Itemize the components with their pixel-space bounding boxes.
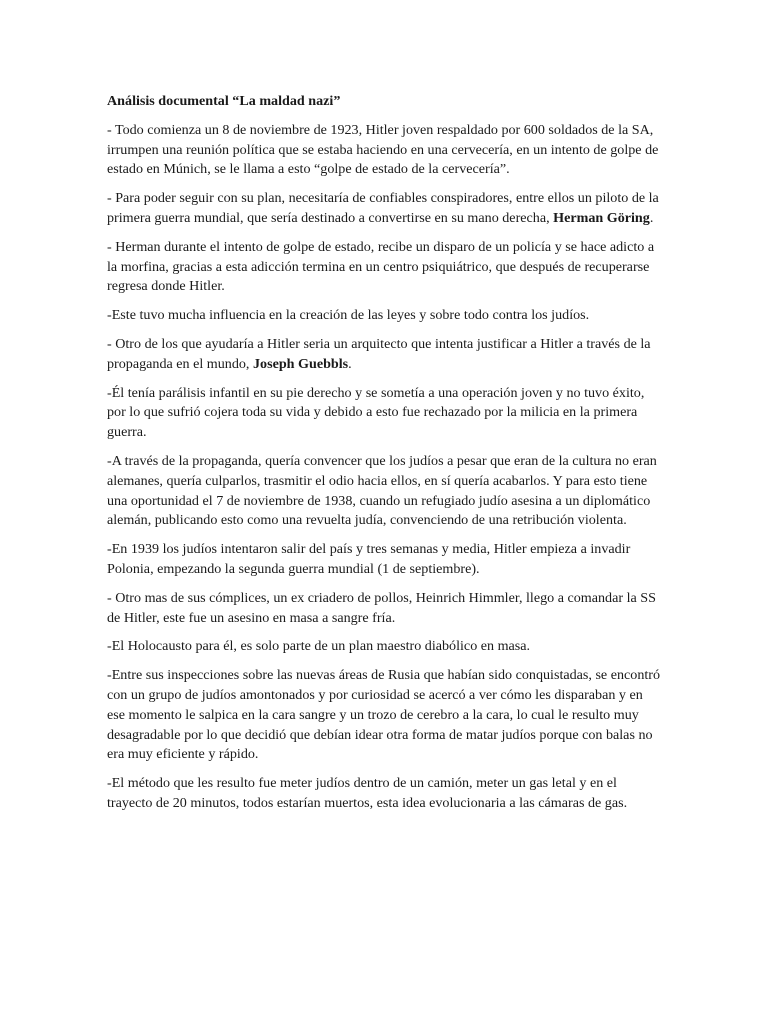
paragraph-10 (107, 637, 663, 657)
paragraph-text: - Otro mas de sus cómplices, un ex criadero de pollos, Heinrich Himmler, llego a comandar la SS de Hitler, este fue un asesino en masa a sangre fría. (107, 589, 656, 626)
paragraph-text: -Este tuvo mucha influencia en la creación de las leyes y sobre todo contra los judíos. (107, 307, 590, 324)
paragraph-text: - Para poder seguir con su plan, necesitaría de confiables conspiradores, entre ellos un piloto de la primera guerra mundial, que sería destinado a convertirse en su mano derecha, (107, 190, 659, 226)
paragraph-text: - Todo comienza un 8 de noviembre de 1923, Hitler joven respaldado por 600 soldados de la SA, irrumpen una reunión política que se estaba haciendo en una cervecería, en un intento de golpe de estado en Múnich, se le llama a esto “golpe de estado de la cervecería”. (107, 121, 659, 178)
paragraph-4 (107, 306, 663, 326)
paragraph-2 (107, 189, 663, 229)
paragraph-1 (107, 121, 663, 180)
paragraph-9 (107, 589, 663, 629)
document-title: Análisis documental “La maldad nazi” (107, 93, 341, 109)
paragraph-12 (107, 774, 663, 814)
paragraph-text: -Entre sus inspecciones sobre las nuevas áreas de Rusia que habían sido conquistadas, se encontró con un grupo de judíos amontonados y por curiosidad se acercó a ver cómo les disparaban y en ese momento le salpica en la cara sangre y un trozo de cerebro a la cara, lo cual le resulto muy desagradable por lo que decidió que debían idear otra forma de matar judíos porque con balas no era muy eficiente y rápido. (107, 667, 661, 763)
bold-name-guebbls: Joseph Guebbls (252, 355, 349, 372)
paragraph-tail: . (649, 209, 654, 226)
paragraph-5 (107, 335, 663, 375)
paragraph-text: - Otro de los que ayudaría a Hitler seria un arquitecto que intenta justificar a Hitler a través de la propaganda en el mundo, (107, 335, 651, 372)
paragraph-text: -El método que les resulto fue meter judíos dentro de un camión, meter un gas letal y en el trayecto de 20 minutos, todos estarían muertos, esta idea evolucionaria a las cámaras de gas. (107, 775, 628, 811)
paragraph-8 (107, 540, 663, 580)
document-body (107, 92, 663, 823)
paragraph-3 (107, 238, 663, 297)
bold-name-goring: Herman Göring (553, 209, 650, 226)
paragraph-text: -A través de la propaganda, quería convencer que los judíos a pesar que eran de la cultura no eran alemanes, quería culparlos, trasmitir el odio hacia ellos, en sí quería acabarlos. Y para esto tiene una oportunidad el 7 de noviembre de 1938, cuando un refugiado judío asesina a un diplomático alemán, publicando esto como una revuelta judía, convenciendo de una retribución violenta. (107, 452, 657, 529)
paragraph-text: -El Holocausto para él, es solo parte de un plan maestro diabólico en masa. (107, 638, 531, 655)
paragraph-6 (107, 384, 663, 443)
paragraph-7 (107, 452, 663, 531)
paragraph-text: - Herman durante el intento de golpe de estado, recibe un disparo de un policía y se hace adicto a la morfina, gracias a esta adicción termina en un centro psiquiátrico, que después de recuperarse regresa donde Hitler. (107, 238, 655, 295)
paragraph-text: -En 1939 los judíos intentaron salir del país y tres semanas y media, Hitler empieza a invadir Polonia, empezando la segunda guerra mundial (1 de septiembre). (107, 541, 631, 577)
paragraph-text: -Él tenía parálisis infantil en su pie derecho y se sometía a una operación joven y no tuvo éxito, por lo que sufrió cojera toda su vida y debido a esto fue rechazado por la milicia en la primera guerra. (107, 384, 645, 441)
paragraph-tail: . (348, 355, 352, 372)
paragraph-11 (107, 666, 663, 765)
